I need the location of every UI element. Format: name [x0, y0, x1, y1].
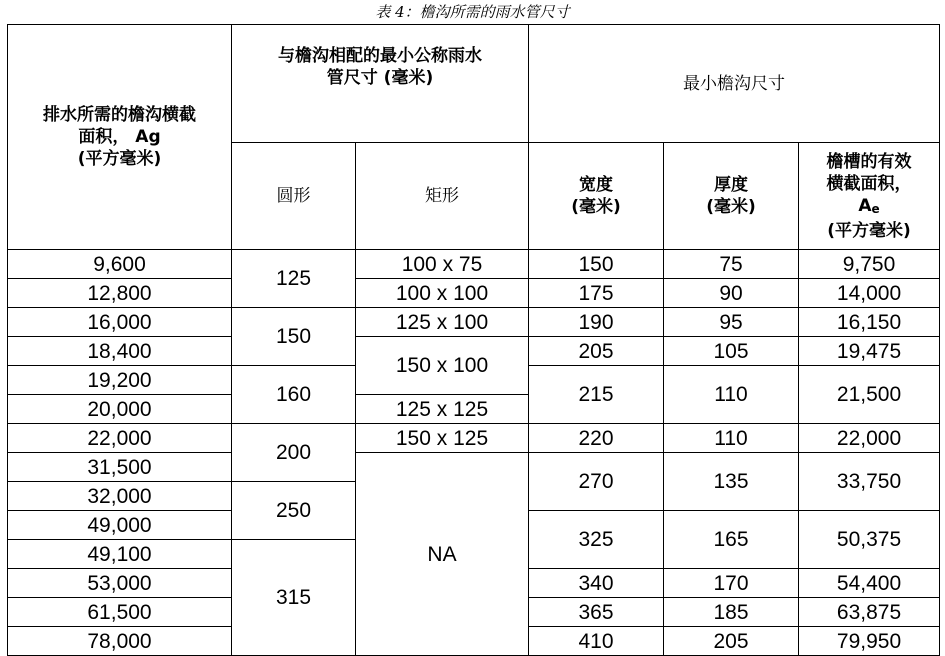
area-cell: 78,000: [8, 627, 232, 656]
width-cell: 340: [529, 569, 664, 598]
round-cell: 125: [232, 250, 356, 308]
header-gutter-group: 最小檐沟尺寸: [529, 25, 940, 143]
table-row: [8, 308, 940, 337]
area-cell: 16,000: [8, 308, 232, 337]
depth-cell: 95: [664, 308, 799, 337]
depth-cell: 105: [664, 337, 799, 366]
width-cell: 270: [529, 453, 664, 511]
rect-cell: 125 x 100: [356, 308, 529, 337]
effective-cell: 54,400: [799, 569, 940, 598]
table-row: [8, 337, 940, 366]
width-cell: 150: [529, 250, 664, 279]
table-row: [8, 279, 940, 308]
header-width: 宽度 (毫米): [529, 143, 664, 250]
area-cell: 61,500: [8, 598, 232, 627]
area-cell: 19,200: [8, 366, 232, 395]
depth-cell: 170: [664, 569, 799, 598]
round-cell: 150: [232, 308, 356, 366]
area-cell: 53,000: [8, 569, 232, 598]
effective-cell: 16,150: [799, 308, 940, 337]
depth-cell: 135: [664, 453, 799, 511]
effective-cell: 79,950: [799, 627, 940, 656]
width-cell: 220: [529, 424, 664, 453]
table-caption: 表 4：檐沟所需的雨水管尺寸: [375, 3, 570, 21]
width-cell: 190: [529, 308, 664, 337]
depth-cell: 185: [664, 598, 799, 627]
area-cell: 22,000: [8, 424, 232, 453]
rect-cell: NA: [356, 453, 529, 656]
table-row: [8, 250, 940, 279]
header-area-line1: 排水所需的檐沟横截: [43, 105, 196, 125]
width-cell: 325: [529, 511, 664, 569]
area-cell: 31,500: [8, 453, 232, 482]
effective-cell: 21,500: [799, 366, 940, 424]
effective-cell: 9,750: [799, 250, 940, 279]
depth-cell: 205: [664, 627, 799, 656]
depth-cell: 75: [664, 250, 799, 279]
round-cell: 250: [232, 482, 356, 540]
header-row-1: [8, 25, 940, 143]
area-cell: 9,600: [8, 250, 232, 279]
area-cell: 20,000: [8, 395, 232, 424]
width-cell: 365: [529, 598, 664, 627]
header-effective-area: 檐槽的有效 横截面积， Ae (平方毫米): [799, 143, 940, 250]
rect-cell: 100 x 75: [356, 250, 529, 279]
depth-cell: 165: [664, 511, 799, 569]
round-cell: 160: [232, 366, 356, 424]
effective-cell: 50,375: [799, 511, 940, 569]
header-area-unit: (平方毫米): [77, 149, 162, 169]
width-cell: 215: [529, 366, 664, 424]
depth-cell: 110: [664, 424, 799, 453]
area-cell: 49,100: [8, 540, 232, 569]
header-pipe-group-line1: 与檐沟相配的最小公称雨水: [278, 46, 482, 66]
header-area-line2: 面积， Ag: [78, 127, 161, 147]
depth-cell: 110: [664, 366, 799, 424]
header-pipe-group-line2: 管尺寸 (毫米): [326, 68, 434, 88]
area-cell: 18,400: [8, 337, 232, 366]
table-row: [8, 453, 940, 482]
rect-cell: 150 x 100: [356, 337, 529, 395]
width-cell: 205: [529, 337, 664, 366]
effective-cell: 63,875: [799, 598, 940, 627]
width-cell: 175: [529, 279, 664, 308]
round-cell: 315: [232, 540, 356, 656]
downpipe-size-table: [7, 24, 940, 656]
effective-cell: 33,750: [799, 453, 940, 511]
area-cell: 49,000: [8, 511, 232, 540]
effective-cell: 14,000: [799, 279, 940, 308]
effective-cell: 22,000: [799, 424, 940, 453]
table-row: [8, 424, 940, 453]
header-rect: 矩形: [356, 143, 529, 250]
header-round: 圆形: [232, 143, 356, 250]
effective-cell: 19,475: [799, 337, 940, 366]
header-depth: 厚度 (毫米): [664, 143, 799, 250]
depth-cell: 90: [664, 279, 799, 308]
rect-cell: 125 x 125: [356, 395, 529, 424]
rect-cell: 150 x 125: [356, 424, 529, 453]
rect-cell: 100 x 100: [356, 279, 529, 308]
area-cell: 32,000: [8, 482, 232, 511]
width-cell: 410: [529, 627, 664, 656]
header-area: [8, 25, 232, 250]
round-cell: 200: [232, 424, 356, 482]
header-pipe-group: [232, 25, 529, 143]
area-cell: 12,800: [8, 279, 232, 308]
